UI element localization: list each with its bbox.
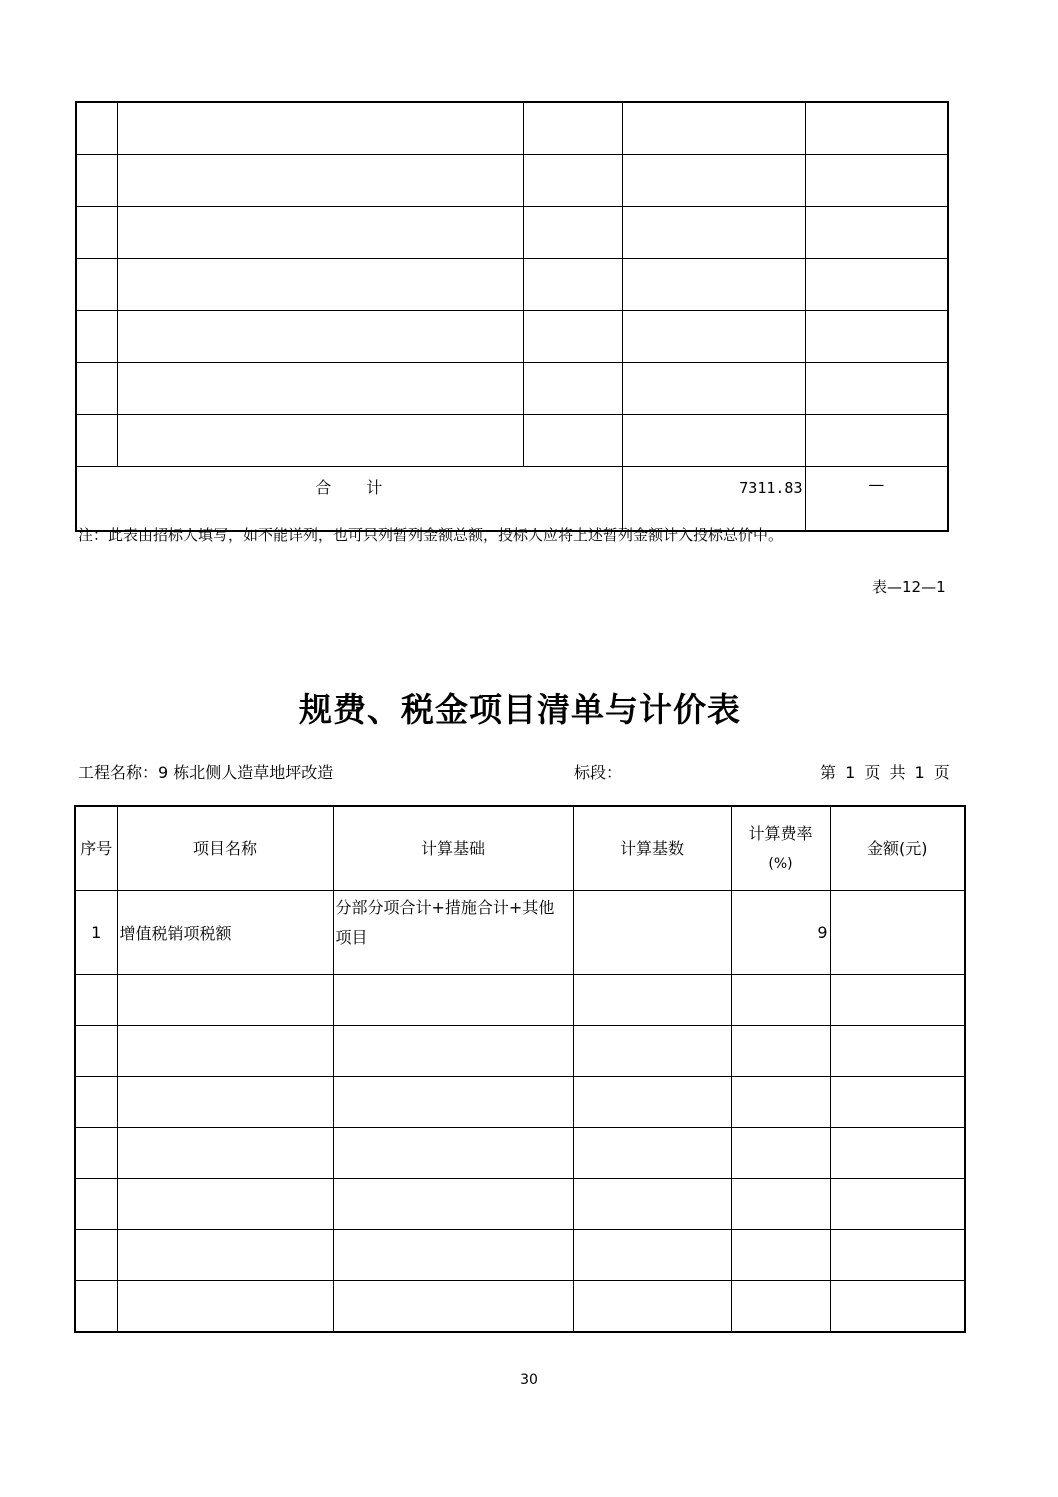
table-cell: [830, 1077, 965, 1128]
table-row: [75, 1077, 965, 1128]
table-cell: [75, 1230, 117, 1281]
table-header-row: [75, 806, 965, 891]
total-label: 合 计: [76, 467, 622, 532]
table-cell: [76, 363, 117, 415]
table-cell: [117, 415, 523, 467]
table-cell: [622, 363, 805, 415]
table-cell: [573, 1128, 731, 1179]
table-cell: [573, 975, 731, 1026]
table-row: [76, 102, 948, 155]
table-cell: [805, 415, 948, 467]
table-cell: [573, 1077, 731, 1128]
page-title: 规费、税金项目清单与计价表: [299, 690, 741, 729]
total-amount: 7311.83: [622, 467, 805, 532]
header-calc-basis: 计算基础: [333, 806, 573, 891]
page-count: 第 1 页 共 1 页: [820, 763, 950, 782]
table-row: [76, 415, 948, 467]
table-cell: [76, 155, 117, 207]
table-cell: [731, 975, 830, 1026]
table-cell: [117, 1230, 333, 1281]
table-cell: [622, 207, 805, 259]
header-amount: 金额(元): [830, 806, 965, 891]
table-row: [75, 891, 965, 975]
table-cell: [75, 1077, 117, 1128]
table-cell: [830, 1026, 965, 1077]
total-dash: —: [805, 467, 948, 532]
table-cell: [117, 1281, 333, 1333]
table-cell: [75, 1179, 117, 1230]
row-amount: [830, 891, 965, 975]
table-cell: [117, 259, 523, 311]
table-cell: [333, 1128, 573, 1179]
table-cell: [731, 1179, 830, 1230]
table-cell: [731, 1281, 830, 1333]
table-cell: [523, 259, 622, 311]
table-cell: [117, 363, 523, 415]
row-calc-rate: 9: [731, 891, 830, 975]
header-calc-rate-line2: (%): [768, 855, 793, 872]
table-cell: [76, 259, 117, 311]
table-cell: [805, 311, 948, 363]
table-row: [75, 1128, 965, 1179]
table-cell: [805, 259, 948, 311]
table-row: [75, 1281, 965, 1333]
table-cell: [76, 311, 117, 363]
table-cell: [333, 975, 573, 1026]
table-cell: [75, 1026, 117, 1077]
table-cell: [333, 1026, 573, 1077]
table-cell: [117, 1128, 333, 1179]
table-cell: [117, 1077, 333, 1128]
table-cell: [573, 1281, 731, 1333]
table-cell: [523, 155, 622, 207]
row-calc-base: [573, 891, 731, 975]
table-cell: [117, 311, 523, 363]
table-row: [75, 1026, 965, 1077]
row-calc-basis-line2: 项目: [335, 928, 368, 947]
row-calc-basis-line1: 分部分项合计+措施合计+其他: [335, 898, 555, 917]
header-item-name: 项目名称: [117, 806, 333, 891]
table-row: [76, 259, 948, 311]
table-cell: [622, 311, 805, 363]
table-cell: [622, 102, 805, 155]
table-cell: [117, 207, 523, 259]
table-row: [76, 363, 948, 415]
table-row: [76, 155, 948, 207]
table-cell: [333, 1281, 573, 1333]
table-cell: [76, 102, 117, 155]
table-cell: [117, 155, 523, 207]
table-cell: [731, 1230, 830, 1281]
table-cell: [622, 259, 805, 311]
table-note: 注：此表由招标人填写，如不能详列，也可只列暂列金额总额，投标人应将上述暂列金额计入投标总价中。: [78, 526, 784, 544]
header-calc-rate-line1: 计算费率: [748, 823, 813, 843]
provisional-sum-table-continuation: [75, 101, 949, 532]
table-row: [75, 975, 965, 1026]
table-row: [76, 311, 948, 363]
table-code: 表—12—1: [872, 578, 946, 596]
table-row: [75, 1230, 965, 1281]
table-cell: [830, 1230, 965, 1281]
table-cell: [573, 1026, 731, 1077]
table-cell: [523, 207, 622, 259]
page-number: 30: [520, 1372, 538, 1388]
table-cell: [830, 1179, 965, 1230]
row-item-name: 增值税销项税额: [117, 891, 333, 975]
table-cell: [731, 1128, 830, 1179]
table-cell: [523, 311, 622, 363]
table-cell: [830, 1128, 965, 1179]
table-row: [76, 207, 948, 259]
table-cell: [805, 155, 948, 207]
table-cell: [75, 975, 117, 1026]
table-cell: [523, 363, 622, 415]
table-cell: [731, 1026, 830, 1077]
table-cell: [75, 1128, 117, 1179]
table-cell: [117, 102, 523, 155]
table-cell: [117, 975, 333, 1026]
table-cell: [76, 207, 117, 259]
header-calc-rate: [731, 806, 830, 891]
total-row: [76, 467, 948, 532]
table-cell: [731, 1077, 830, 1128]
table-cell: [333, 1230, 573, 1281]
table-cell: [573, 1179, 731, 1230]
table-cell: [523, 415, 622, 467]
fees-tax-table: [74, 805, 966, 1333]
table-row: [75, 1179, 965, 1230]
table-cell: [76, 415, 117, 467]
table-cell: [117, 1179, 333, 1230]
table-cell: [830, 975, 965, 1026]
row-calc-basis: [333, 891, 573, 975]
project-name: 工程名称：9 栋北侧人造草地坪改造: [78, 763, 334, 782]
table-cell: [622, 155, 805, 207]
table-cell: [805, 207, 948, 259]
section-label: 标段：: [574, 763, 623, 782]
table-cell: [75, 1281, 117, 1333]
table-cell: [117, 1026, 333, 1077]
header-seq: 序号: [75, 806, 117, 891]
table-cell: [830, 1281, 965, 1333]
header-calc-base: 计算基数: [573, 806, 731, 891]
table-cell: [333, 1077, 573, 1128]
table-cell: [805, 102, 948, 155]
row-seq: 1: [75, 891, 117, 975]
table-cell: [333, 1179, 573, 1230]
table-cell: [573, 1230, 731, 1281]
table-cell: [805, 363, 948, 415]
table-cell: [622, 415, 805, 467]
table-cell: [523, 102, 622, 155]
